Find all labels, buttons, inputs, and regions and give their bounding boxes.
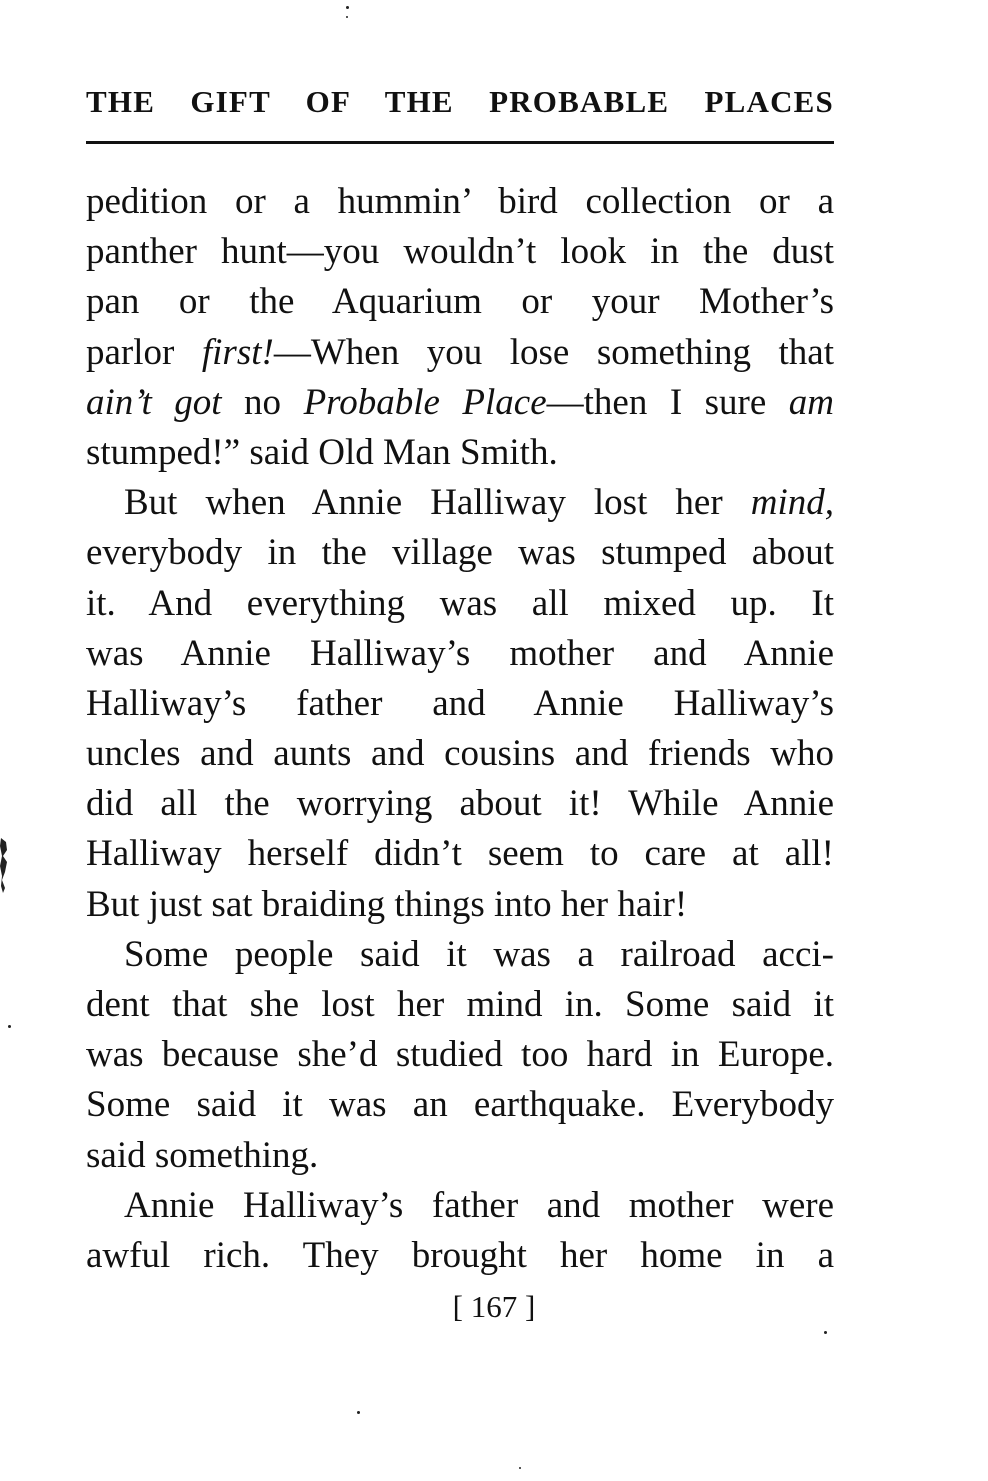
emphasis: ain’t got — [86, 381, 222, 423]
text-run: —When you lose something that — [273, 331, 834, 373]
text-line: did all the worrying about it! While Annie — [86, 783, 834, 825]
paragraph-end-line: said something. — [86, 1134, 319, 1176]
text-run: —then I sure — [546, 381, 789, 423]
page-number: [ 167 ] — [452, 1289, 536, 1324]
emphasis: first! — [201, 331, 274, 373]
header-rule — [86, 141, 834, 144]
text-run: But when Annie Halliway lost her — [124, 482, 751, 524]
emphasis: am — [788, 381, 835, 423]
emphasis: mind, — [750, 482, 834, 524]
text-line: panther hunt—you wouldn’t look in the dust — [86, 231, 834, 273]
text-line: it. And everything was all mixed up. It — [86, 582, 834, 624]
running-head: THE GIFT OF THE PROBABLE PLACES — [86, 84, 834, 119]
scan-speck — [357, 1411, 360, 1414]
emphasis: Probable Place — [303, 381, 547, 423]
text-line: Halliway’s father and Annie Halliway’s — [86, 682, 834, 724]
text-line — [86, 378, 834, 428]
ink-blot — [0, 836, 8, 894]
paragraph-end-line: stumped!” said Old Man Smith. — [86, 431, 558, 473]
scan-speck — [346, 6, 349, 9]
scan-speck — [8, 1025, 11, 1028]
text-line: was because she’d studied too hard in Europe. — [86, 1034, 834, 1076]
text-line — [86, 328, 834, 378]
body-text — [86, 177, 834, 1281]
text-line: was Annie Halliway’s mother and Annie — [86, 632, 834, 674]
text-line: Some said it was an earthquake. Everybody — [86, 1084, 834, 1126]
paragraph-end-line: But just sat braiding things into her hair! — [86, 883, 688, 925]
paragraph-start-line: Some people said it was a railroad acci- — [124, 933, 834, 975]
text-line: awful rich. They brought her home in a — [86, 1234, 834, 1276]
text-line: pan or the Aquarium or your Mother’s — [86, 281, 834, 323]
scan-speck — [519, 1467, 521, 1469]
text-run: no — [221, 381, 304, 423]
text-run: parlor — [86, 331, 202, 373]
text-line: pedition or a hummin’ bird collection or a — [86, 181, 834, 222]
text-line: uncles and aunts and cousins and friends who — [86, 733, 834, 775]
paragraph-start-line: Annie Halliway’s father and mother were — [124, 1184, 834, 1226]
text-line: Halliway herself didn’t seem to care at all! — [86, 833, 834, 875]
paragraph-start-line — [86, 478, 834, 528]
text-line: dent that she lost her mind in. Some said it — [86, 984, 834, 1025]
scan-speck — [346, 16, 348, 18]
scan-speck — [824, 1331, 827, 1334]
text-line: everybody in the village was stumped about — [86, 532, 834, 574]
